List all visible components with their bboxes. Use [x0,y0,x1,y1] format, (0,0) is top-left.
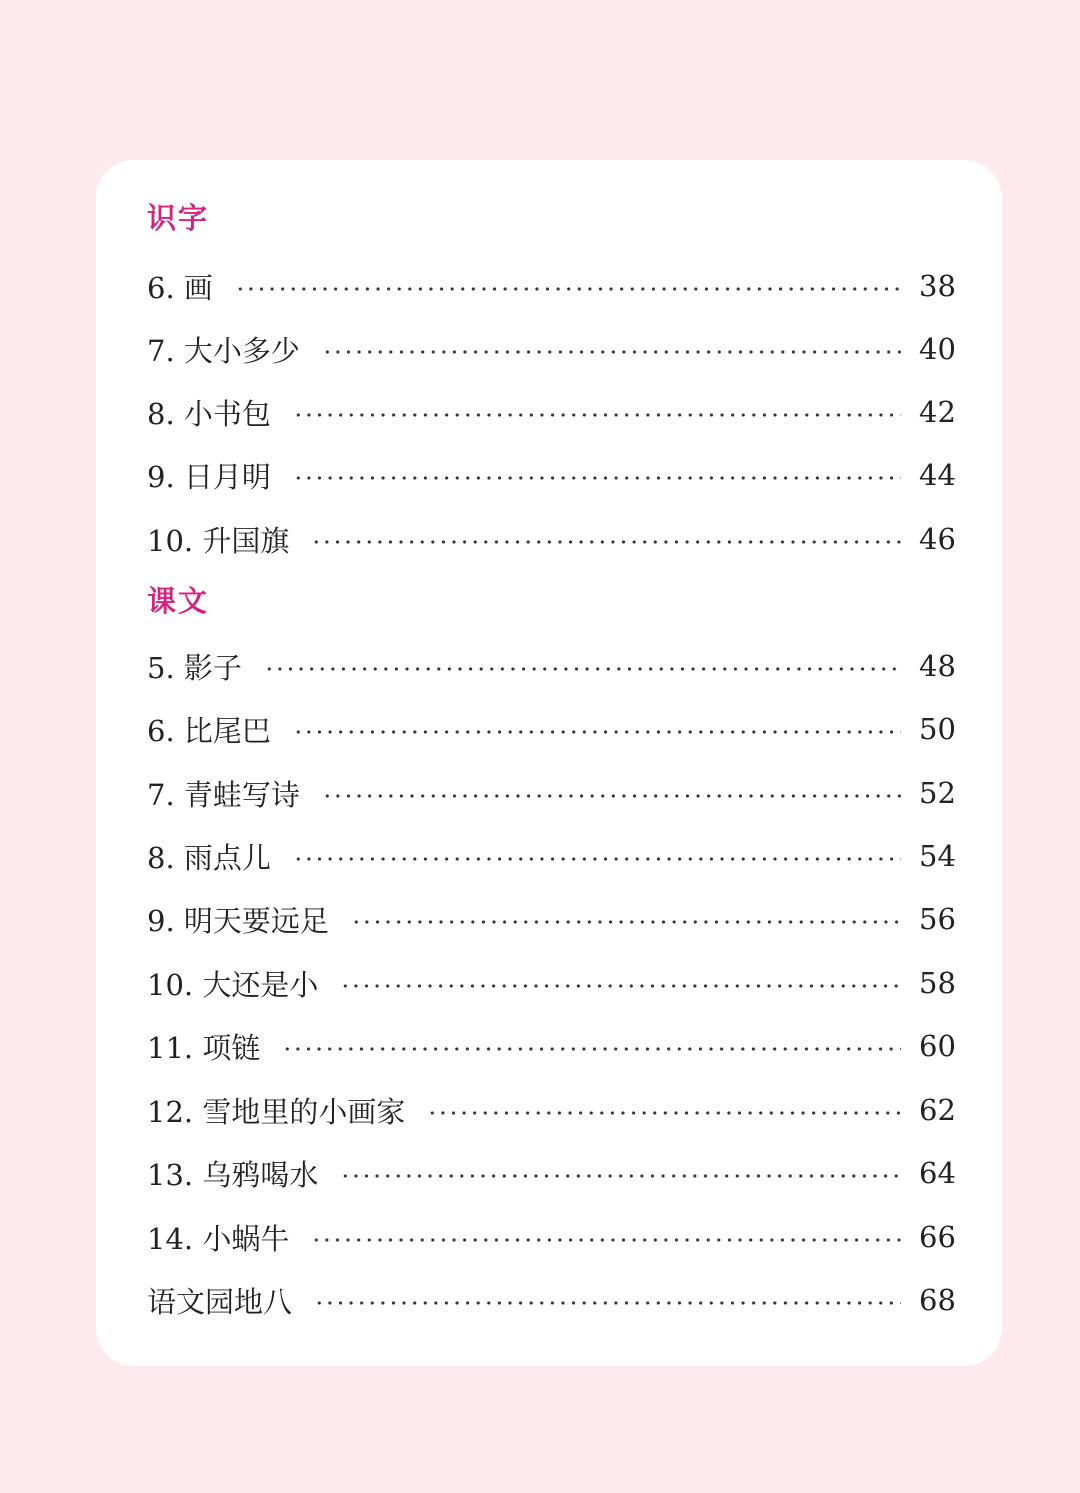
toc-entry-title: 10. 升国旗 [147,523,290,558]
toc-entry-title: 9. 明天要远足 [147,903,329,938]
toc-entry-page: 64 [919,1156,956,1190]
toc-entry-page: 66 [919,1220,956,1254]
toc-entry-title: 13. 乌鸦喝水 [147,1157,319,1192]
toc-entry[interactable] [147,392,956,432]
toc-entry-page: 38 [919,269,956,303]
toc-entry[interactable] [147,1153,956,1193]
toc-entry-title: 7. 大小多少 [147,333,300,368]
dot-leader [311,540,901,544]
toc-entry-title: 语文园地八 [147,1284,293,1319]
dot-leader [293,413,901,417]
toc-entry[interactable] [147,519,956,559]
dot-leader [340,984,901,988]
toc-entry[interactable] [147,1280,956,1320]
toc-entry-title: 14. 小蜗牛 [147,1221,290,1256]
toc-entry-page: 60 [919,1029,956,1063]
toc-entry-page: 44 [919,458,956,492]
toc-entry-page: 68 [919,1283,956,1317]
toc-entry-title: 8. 小书包 [147,396,271,431]
toc-entry-page: 52 [919,776,956,810]
dot-leader [427,1111,901,1115]
toc-entry[interactable] [147,773,956,813]
toc-entry-page: 48 [919,649,956,683]
dot-leader [322,794,901,798]
toc-entry[interactable] [147,1026,956,1066]
section-heading-kewen: 课文 [147,584,210,618]
toc-entry-title: 7. 青蛙写诗 [147,777,300,812]
dot-leader [322,350,901,354]
toc-entry[interactable] [147,455,956,495]
dot-leader [351,920,901,924]
toc-entry[interactable] [147,836,956,876]
toc-entry-title: 6. 画 [147,270,213,305]
toc-entry[interactable] [147,709,956,749]
toc-entry[interactable] [147,266,956,306]
dot-leader [264,667,901,671]
toc-entry-page: 58 [919,966,956,1000]
dot-leader [314,1301,901,1305]
dot-leader [293,476,901,480]
dot-leader [235,287,901,291]
toc-entry[interactable] [147,1090,956,1130]
toc-entry-page: 42 [919,395,956,429]
section-heading-shizi: 识字 [147,201,210,235]
toc-entry-page: 46 [919,522,956,556]
toc-entry-title: 5. 影子 [147,650,242,685]
toc-entry[interactable] [147,899,956,939]
toc-entry-page: 50 [919,712,956,746]
toc-entry-title: 12. 雪地里的小画家 [147,1094,406,1129]
dot-leader [282,1047,901,1051]
dot-leader [293,730,901,734]
toc-entry-page: 56 [919,902,956,936]
toc-entry-title: 9. 日月明 [147,459,271,494]
toc-entry-page: 62 [919,1093,956,1127]
toc-entry-page: 40 [919,332,956,366]
toc-entry-title: 10. 大还是小 [147,967,319,1002]
toc-entry[interactable] [147,1217,956,1257]
dot-leader [340,1174,901,1178]
dot-leader [311,1238,901,1242]
toc-entry-title: 6. 比尾巴 [147,713,271,748]
dot-leader [293,857,901,861]
toc-entry-title: 8. 雨点儿 [147,840,271,875]
toc-entry[interactable] [147,329,956,369]
toc-entry-title: 11. 项链 [147,1030,261,1065]
toc-entry-page: 54 [919,839,956,873]
toc-entry[interactable] [147,963,956,1003]
toc-entry[interactable] [147,646,956,686]
